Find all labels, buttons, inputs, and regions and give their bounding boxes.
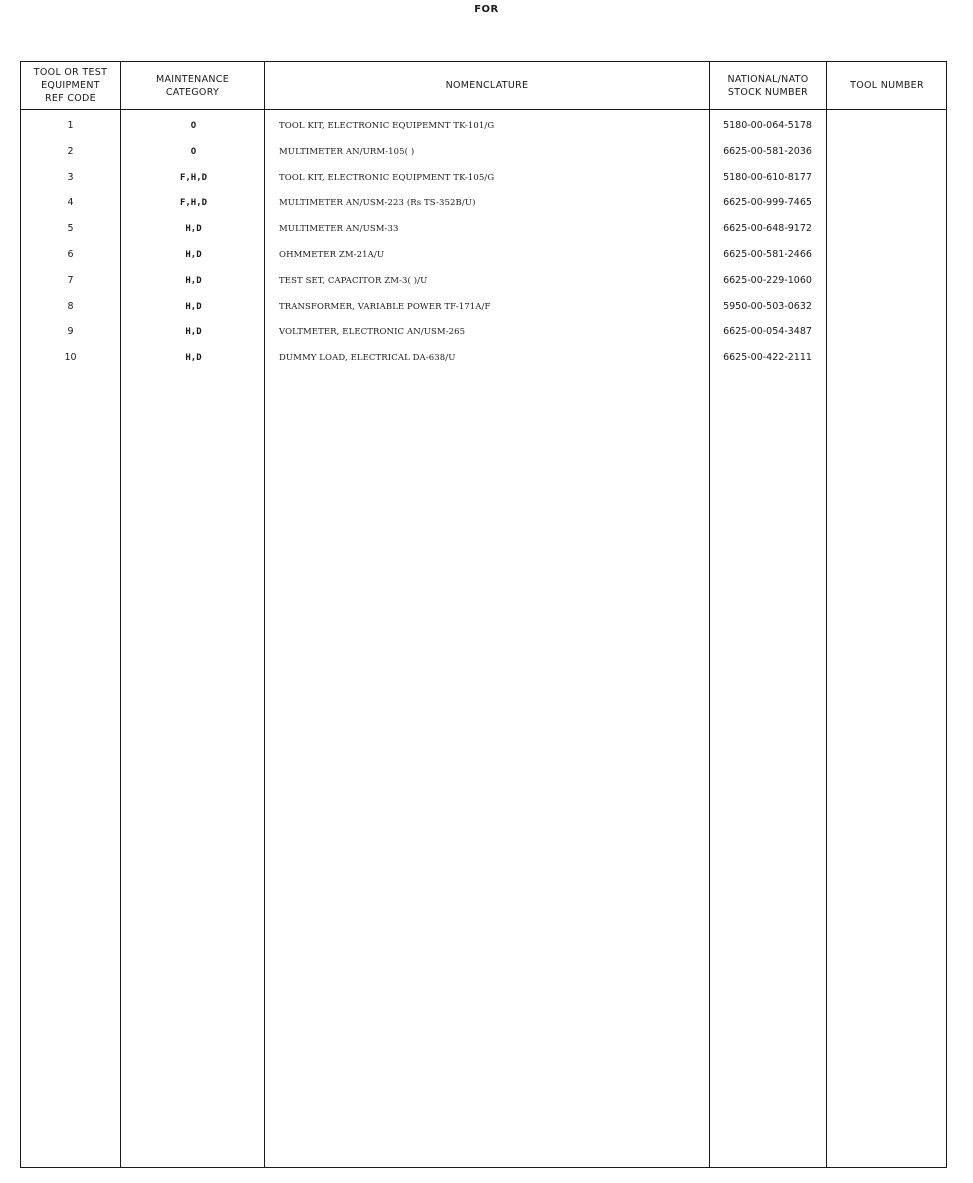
- table-row: [21, 273, 946, 299]
- cell-tool-number: [827, 299, 947, 325]
- cell-tool-number: [827, 273, 947, 299]
- cell-nomenclature: MULTIMETER AN/USM-33: [279, 224, 399, 235]
- table-row: [21, 247, 946, 273]
- cell-stock-number: 6625-00-581-2466: [723, 248, 812, 260]
- table-row: [21, 350, 946, 376]
- page-heading: FOR: [474, 4, 499, 15]
- cell-maintenance-category: H,D: [185, 224, 202, 235]
- cell-nomenclature: VOLTMETER, ELECTRONIC AN/USM-265: [279, 327, 466, 338]
- cell-maintenance-category: H,D: [185, 275, 202, 286]
- cell-nomenclature: TRANSFORMER, VARIABLE POWER TF-171A/F: [279, 301, 491, 312]
- cell-maintenance-category: O: [190, 146, 197, 157]
- tool-equipment-table: [20, 61, 947, 1168]
- table-row: [21, 170, 946, 196]
- cell-stock-number: 6625-00-648-9172: [723, 223, 812, 235]
- cell-tool-number: [827, 118, 947, 144]
- header-tool-number: TOOL NUMBER: [850, 80, 924, 91]
- cell-stock-number: 6625-00-999-7465: [723, 197, 812, 209]
- header-stock-number: NATIONAL/NATO STOCK NUMBER: [727, 73, 809, 98]
- header-divider: [21, 109, 946, 110]
- cell-ref-code: 8: [67, 300, 74, 312]
- cell-tool-number: [827, 144, 947, 170]
- cell-ref-code: 6: [67, 248, 74, 260]
- cell-tool-number: [827, 195, 947, 221]
- cell-stock-number: 5950-00-503-0632: [723, 300, 812, 312]
- cell-stock-number: 5180-00-610-8177: [723, 171, 812, 183]
- cell-tool-number: [827, 170, 947, 196]
- cell-nomenclature: TEST SET, CAPACITOR ZM-3( )/U: [279, 275, 428, 286]
- header-maintenance-category: MAINTENANCE CATEGORY: [155, 73, 230, 98]
- header-nomenclature: NOMENCLATURE: [445, 80, 529, 91]
- header-ref-code: TOOL OR TEST EQUIPMENT REF CODE: [33, 67, 108, 104]
- cell-ref-code: 7: [67, 274, 74, 286]
- cell-stock-number: 5180-00-064-5178: [723, 120, 812, 131]
- table-row: [21, 118, 946, 144]
- cell-ref-code: 3: [67, 171, 74, 183]
- cell-tool-number: [827, 324, 947, 350]
- cell-ref-code: 9: [67, 326, 74, 338]
- cell-nomenclature: TOOL KIT, ELECTRONIC EQUIPEMNT TK-101/G: [279, 121, 495, 131]
- cell-ref-code: 5: [67, 223, 74, 235]
- cell-ref-code: 2: [67, 145, 74, 157]
- cell-stock-number: 6625-00-229-1060: [723, 274, 812, 286]
- cell-maintenance-category: F,H,D: [179, 172, 208, 183]
- cell-maintenance-category: H,D: [185, 301, 202, 312]
- cell-maintenance-category: H,D: [185, 249, 202, 260]
- cell-nomenclature: OHMMETER ZM-21A/U: [279, 249, 385, 260]
- cell-ref-code: 1: [67, 120, 74, 131]
- cell-maintenance-category: H,D: [185, 327, 202, 338]
- cell-stock-number: 6625-00-581-2036: [723, 145, 812, 157]
- table-row: [21, 299, 946, 325]
- cell-maintenance-category: H,D: [185, 353, 202, 364]
- cell-nomenclature: TOOL KIT, ELECTRONIC EQUIPMENT TK-105/G: [279, 172, 495, 183]
- table-row: [21, 144, 946, 170]
- cell-tool-number: [827, 247, 947, 273]
- cell-ref-code: 10: [64, 352, 77, 364]
- cell-nomenclature: MULTIMETER AN/URM-105( ): [279, 146, 415, 157]
- cell-tool-number: [827, 350, 947, 376]
- cell-ref-code: 4: [67, 197, 74, 209]
- cell-maintenance-category: O: [190, 121, 197, 131]
- cell-nomenclature: MULTIMETER AN/USM-223 (Rs TS-352B/U): [279, 198, 476, 209]
- table-body: [21, 118, 946, 376]
- cell-stock-number: 6625-00-422-2111: [723, 352, 812, 364]
- table-row: [21, 324, 946, 350]
- cell-stock-number: 6625-00-054-3487: [723, 326, 812, 338]
- table-row: [21, 221, 946, 247]
- cell-nomenclature: DUMMY LOAD, ELECTRICAL DA-638/U: [279, 353, 456, 364]
- cell-maintenance-category: F,H,D: [179, 198, 208, 209]
- table-row: [21, 195, 946, 221]
- cell-tool-number: [827, 221, 947, 247]
